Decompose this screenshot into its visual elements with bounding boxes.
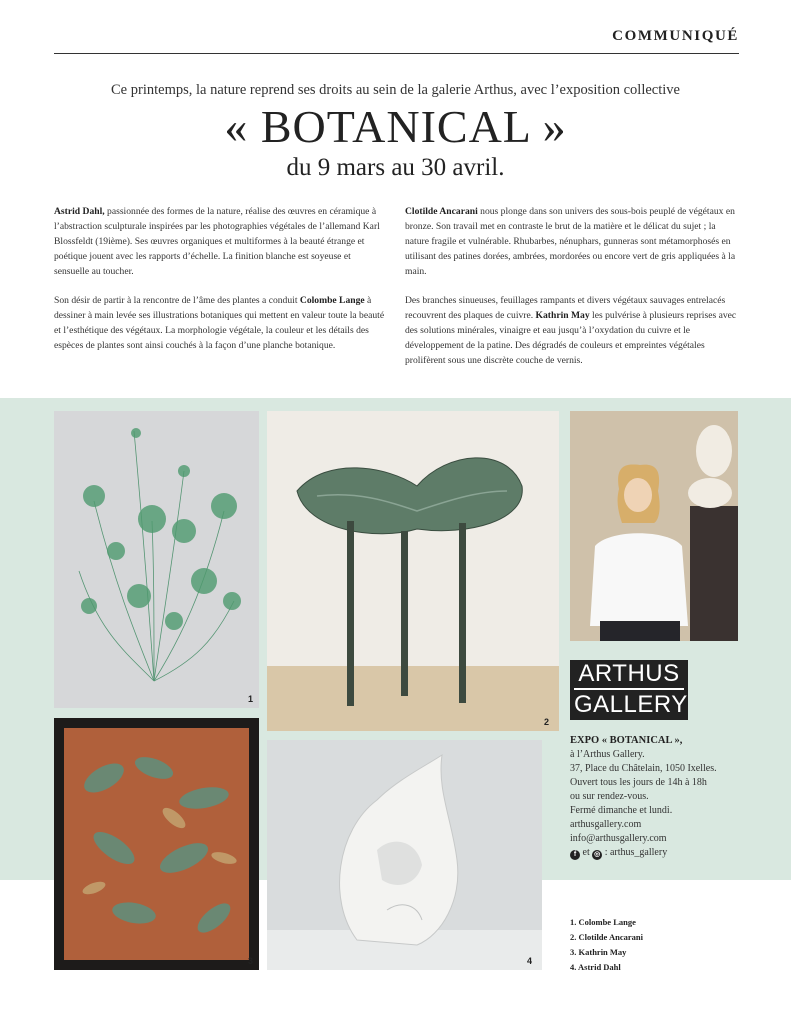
photo-credits — [570, 915, 643, 975]
bronze-leaf-illustration — [267, 411, 559, 731]
white-ceramic-sculpture-photo — [267, 740, 542, 970]
social-joiner: et — [582, 847, 590, 858]
logo-line-1: ARTHUS — [578, 660, 680, 687]
artist-name: Colombe Lange — [299, 295, 365, 306]
paragraph-kathrin-may — [405, 293, 737, 368]
artist-portrait-illustration — [570, 411, 738, 641]
paragraph-text: Son désir de partir à la rencontre de l’âme des plantes a conduit — [54, 295, 300, 306]
exhibition-info — [570, 734, 717, 860]
left-column — [54, 204, 386, 367]
bronze-leaf-sculpture-photo — [267, 411, 559, 731]
photo-number: 2 — [543, 717, 549, 727]
info-appointment: ou sur rendez-vous. — [570, 791, 649, 802]
artist-name: Astrid Dahl, — [54, 206, 105, 217]
header-rule — [54, 53, 739, 54]
credit-item: 4. Astrid Dahl — [570, 962, 621, 972]
white-ceramic-illustration — [267, 740, 542, 970]
info-social — [570, 846, 717, 860]
photo-number: 1 — [247, 694, 253, 704]
info-venue: à l’Arthus Gallery. — [570, 749, 645, 760]
paragraph-text: Des branches sinueuses, feuillages rampants et divers végétaux sauvages entrelacés recouvrent des plaques de cuivre. — [405, 295, 726, 321]
paragraph-clotilde-ancarani — [405, 204, 737, 279]
botanical-drawing-photo — [54, 411, 259, 708]
photo-number: 3 — [247, 956, 253, 966]
credit-item: 3. Kathrin May — [570, 947, 627, 957]
info-address: 37, Place du Châtelain, 1050 Ixelles. — [570, 763, 717, 774]
paragraph-colombe-lange — [54, 293, 386, 353]
paragraph-text: les pulvérise à plusieurs reprises avec des solutions minérales, vinaigre et eau jusqu’à l’oxydation du cuivre et le développement de la patine. Des dégradés de couleurs et empreintes végétales prolifèrent sous une discrète couche de vernis. — [405, 310, 737, 366]
credit-item: 2. Clotilde Ancarani — [570, 932, 643, 942]
photo-number: 4 — [526, 956, 532, 966]
paragraph-text: à dessiner à main levée ses illustrations botaniques qui mettent en valeur toute la beauté et l’esthétique des végétaux. La morphologie végétale, la couleur et les détails des espèces de plantes sont ainsi couchés à la façon d’une planche botanique. — [54, 295, 385, 351]
paragraph-text: nous plonge dans son univers des sous-bois peuplé de végétaux en bronze. Son travail met en contraste le brut de la matière et le délicat du sujet ; la nature fragile et vulnérable. Rhubarbes, nénuphars, gunneras sont métamorphosés en utilisant des patines dorées, ambrées, mordorées ou encore vert de gris appliquées à la main. — [405, 206, 736, 277]
social-handle: : arthus_gallery — [604, 847, 668, 858]
instagram-icon: ◎ — [594, 851, 601, 858]
credit-item: 1. Colombe Lange — [570, 917, 636, 927]
logo-line-2: GALLERY — [574, 688, 684, 719]
artist-portrait-photo — [570, 411, 738, 641]
info-website: arthusgallery.com — [570, 819, 642, 830]
paragraph-text: passionnée des formes de la nature, réalise des œuvres en céramique à l’abstraction sculpturale inspirées par les photographies végétales de l’allemand Karl Blossfeldt (19ième). Ses œuvres organiques et multiformes à la beauté étrange et poétique jouent avec les rapports d’échelle. La finition blanche est soyeuse et sensuelle au toucher. — [54, 206, 380, 277]
facebook-icon: f — [570, 850, 580, 860]
section-label: COMMUNIQUÉ — [612, 28, 739, 44]
info-heading: EXPO « BOTANICAL », — [570, 735, 683, 746]
copper-plate-illustration — [54, 718, 259, 970]
exhibition-dates: du 9 mars au 30 avril. — [286, 154, 505, 181]
copper-plate-photo — [54, 718, 259, 970]
artist-name: Clotilde Ancarani — [405, 206, 478, 217]
botanical-drawing-illustration — [54, 411, 259, 708]
info-hours: Ouvert tous les jours de 14h à 18h — [570, 777, 707, 788]
artist-name: Kathrin May — [535, 310, 590, 321]
right-column — [405, 204, 737, 382]
info-closed-days: Fermé dimanche et lundi. — [570, 805, 673, 816]
exhibition-title: « BOTANICAL » — [224, 101, 567, 152]
intro-text: Ce printemps, la nature reprend ses droits au sein de la galerie Arthus, avec l’exposition collective — [111, 82, 680, 98]
arthus-gallery-logo — [570, 660, 688, 720]
info-email: info@arthusgallery.com — [570, 833, 667, 844]
paragraph-astrid-dahl — [54, 204, 386, 279]
